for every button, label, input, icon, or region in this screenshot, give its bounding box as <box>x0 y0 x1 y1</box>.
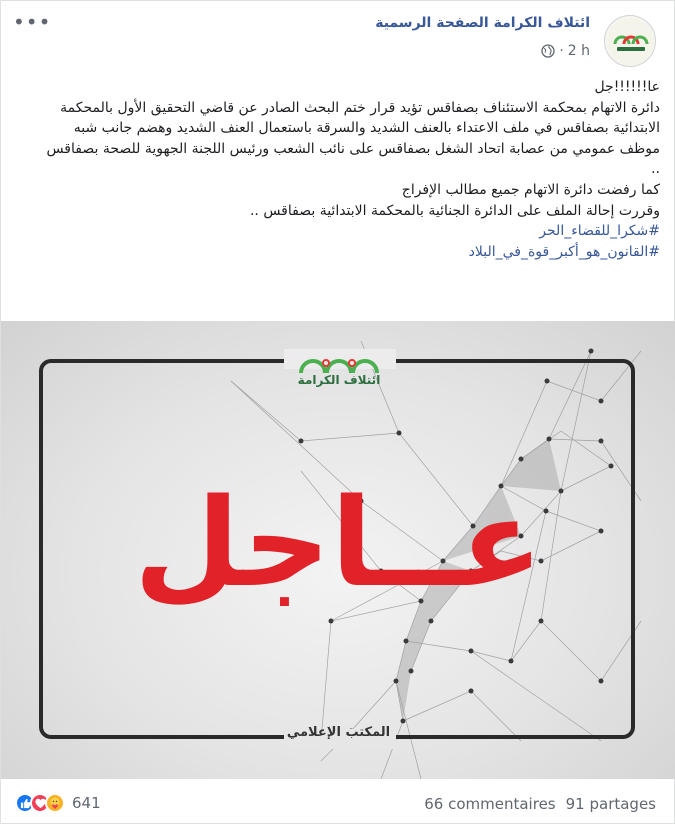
hashtag-link[interactable]: #شكرا_للقضاء_الحر <box>539 223 660 240</box>
post-text <box>15 77 660 262</box>
post-text-line: موظف عمومي من عصابة اتحاد الشغل بصفاقس على نائب الشعب ورئيس اللجنة الجهوية للصحة بصفاقس <box>46 140 660 157</box>
comments-count-link[interactable]: 66 commentaires <box>424 795 556 813</box>
post-meta <box>541 43 590 59</box>
media-office-label: المكتب الإعلامي <box>286 725 391 740</box>
more-options-button[interactable]: ••• <box>13 10 52 34</box>
care-icon <box>45 793 65 813</box>
separator-dot: · <box>559 43 564 59</box>
shares-count-link[interactable]: 91 partages <box>565 795 656 813</box>
reactions-summary[interactable] <box>15 793 101 813</box>
page-avatar[interactable] <box>604 15 656 67</box>
page-logo-icon <box>605 16 656 67</box>
reaction-count: 641 <box>72 794 101 812</box>
urgent-headline: عــاجل <box>133 472 544 614</box>
post-text-line: .. <box>651 161 660 178</box>
post-text-line: كما رفضت دائرة الاتهام جميع مطالب الإفراج <box>401 181 660 198</box>
post-text-line: دائرة الاتهام بمحكمة الاستئناف بصفاقس تؤيد قرار ختم البحث الصادر عن قاضي التحقيق الأول بالمحكمة <box>60 99 660 116</box>
brand-name: ائتلاف الكرامة <box>297 373 381 387</box>
post-time-link[interactable]: 2 h <box>567 43 590 59</box>
post-text-line: عا!!!!!!جل <box>594 79 660 95</box>
post-text-line: وقررت إحالة الملف على الدائرة الجنائية بالمحكمة الابتدائية بصفاقس .. <box>249 202 660 219</box>
globe-icon <box>541 44 555 58</box>
post-stats <box>424 795 656 813</box>
hashtag-link[interactable]: #القانون_هو_أكبر_قوة_في_البلاد <box>468 243 660 260</box>
post-image[interactable] <box>1 321 675 779</box>
page-name-link[interactable]: ائتلاف الكرامة الصفحة الرسمية <box>375 15 590 31</box>
post-text-line: الابتدائية بصفاقس في ملف الاعتداء بالعنف الشديد والسرقة باستعمال العنف الشديد وهضم جانب شبه <box>73 120 660 137</box>
